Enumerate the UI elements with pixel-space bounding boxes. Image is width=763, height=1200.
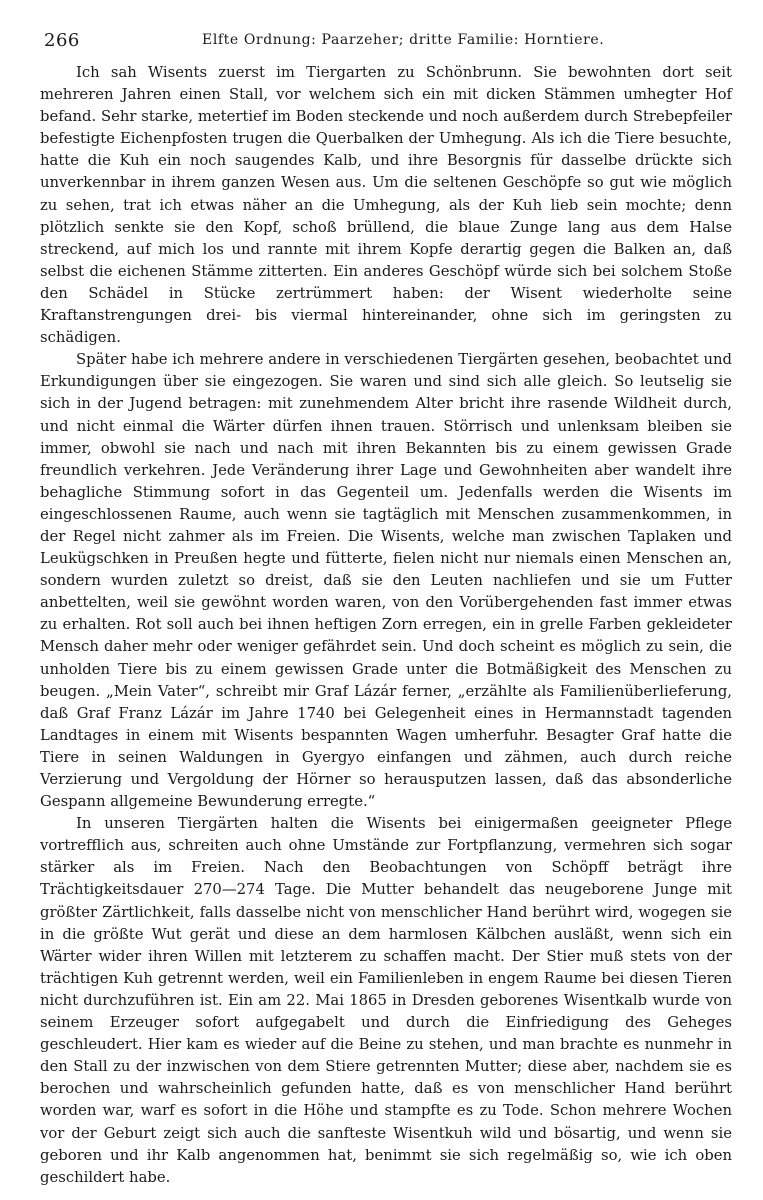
paragraph: In unseren Tiergärten halten die Wisents bei einigermaßen geeigneter Pflege vortrefflich aus, schreiten auch ohne Umstände zur Fortpflanzung, vermehren sich sogar stärker als im Freien. Nach den Beobachtungen von Schöpff beträgt ihre Trächtigkeitsdauer 270—274 Tage. Die Mutter behandelt das neugeborene Junge mit größter Zärtlichkeit, falls dasselbe nicht von menschlicher Hand berührt wird, wogegen sie in die größte Wut gerät und diese an dem harmlosen Kälbchen ausläßt, wenn sich ein Wärter wider ihren Willen mit letzterem zu schaffen macht. Der Stier muß stets von der trächtigen Kuh getrennt werden, weil ein Familienleben in engem Raume bei diesen Tieren nicht durchzuführen ist. Ein am 22. Mai 1865 in Dresden geborenes Wisentkalb wurde von seinem Erzeuger sofort aufgegabelt und durch die Einfriedigung des Geheges geschleudert. Hier kam es wieder auf die Beine zu stehen, und man brachte es nunmehr in den Stall zu der inzwischen von dem Stiere getrennten Mutter; diese aber, nachdem sie es berochen und wahrscheinlich gefunden hatte, daß es von menschlicher Hand berührt worden war, warf es sofort in die Höhe und stampfte es zu Tode. Schon mehrere Wochen vor der Geburt zeigt sich auch die sanfteste Wisentkuh wild und bösartig, und wenn sie geboren und ihr Kalb angenommen hat, benimmt sie sich regelmäßig so, wie ich oben geschildert habe. — [40, 815, 732, 1186]
paragraph: Später habe ich mehrere andere in verschiedenen Tiergärten gesehen, beobachtet und Erkundigungen über sie eingezogen. Sie waren und sind sich alle gleich. So leutselig sie sich in der Jugend betragen: mit zunehmendem Alter bricht ihre rasende Wildheit durch, und nicht einmal die Wärter dürfen ihnen trauen. Störrisch und unlenksam bleiben sie immer, obwohl sie nach und nach mit ihren Bekannten bis zu einem gewissen Grade freundlich verkehren. Jede Veränderung ihrer Lage und Gewohnheiten aber wandelt ihre behagliche Stimmung sofort in das Gegenteil um. Jedenfalls werden die Wisents im eingeschlossenen Raume, auch wenn sie tagtäglich mit Menschen zusammenkommen, in der Regel nicht zahmer als im Freien. Die Wisents, welche man zwischen Taplaken und Leukügschken in Preußen hegte und fütterte, fielen nicht nur niemals einen Menschen an, sondern wurden zuletzt so dreist, daß sie den Leuten nachliefen und sie um Futter anbettelten, weil sie gewöhnt worden waren, von den Vorübergehenden fast immer etwas zu erhalten. Rot soll auch bei ihnen heftigen Zorn erregen, ein in grelle Farben gekleideter Mensch daher mehr oder weniger gefährdet sein. Und doch scheint es möglich zu sein, die unholden Tiere bis zu einem gewissen Grade unter die Botmäßigkeit des Menschen zu beugen. „Mein Vater“, schreibt mir Graf Lázár ferner, „erzählte als Familienüberlieferung, daß Graf Franz Lázár im Jahre 1740 bei Gelegenheit eines in Hermannstadt tagenden Landtages in einem mit Wisents bespannten Wagen umherfuhr. Besagter Graf hatte die Tiere in seinen Waldungen in Gyergyo einfangen und zähmen, auch durch reiche Verzierung und Vergoldung der Hörner so herausputzen lassen, daß das absonderliche Gespann allgemeine Bewunderung erregte.“ — [40, 351, 732, 811]
page-number: 266 — [44, 30, 80, 51]
page-header — [40, 26, 730, 56]
running-title: Elfte Ordnung: Paarzeher; dritte Familie: Horntiere. — [202, 32, 605, 48]
paragraph: Ich sah Wisents zuerst im Tiergarten zu Schönbrunn. Sie bewohnten dort seit mehreren Jahren einen Stall, vor welchem sich ein mit dicken Stämmen umhegter Hof befand. Sehr starke, metertief im Boden steckende und noch außerdem durch Strebepfeiler befestigte Eichenpfosten trugen die Querbalken der Umhegung. Als ich die Tiere besuchte, hatte die Kuh ein noch saugendes Kalb, und ihre Besorgnis für dasselbe drückte sich unverkennbar in ihrem ganzen Wesen aus. Um die seltenen Geschöpfe so gut wie möglich zu sehen, trat ich etwas näher an die Umhegung, als der Kuh lieb sein mochte; denn plötzlich senkte sie den Kopf, schoß brüllend, die blaue Zunge lang aus dem Halse streckend, auf mich los und rannte mit ihrem Kopfe derartig gegen die Balken an, daß selbst die eichenen Stämme zitterten. Ein anderes Geschöpf würde sich bei solchem Stoße den Schädel in Stücke zertrümmert haben: der Wisent wiederholte seine Kraftanstrengungen drei- bis viermal hintereinander, ohne sich im geringsten zu schädigen. — [40, 64, 732, 347]
body-text — [40, 62, 732, 1189]
